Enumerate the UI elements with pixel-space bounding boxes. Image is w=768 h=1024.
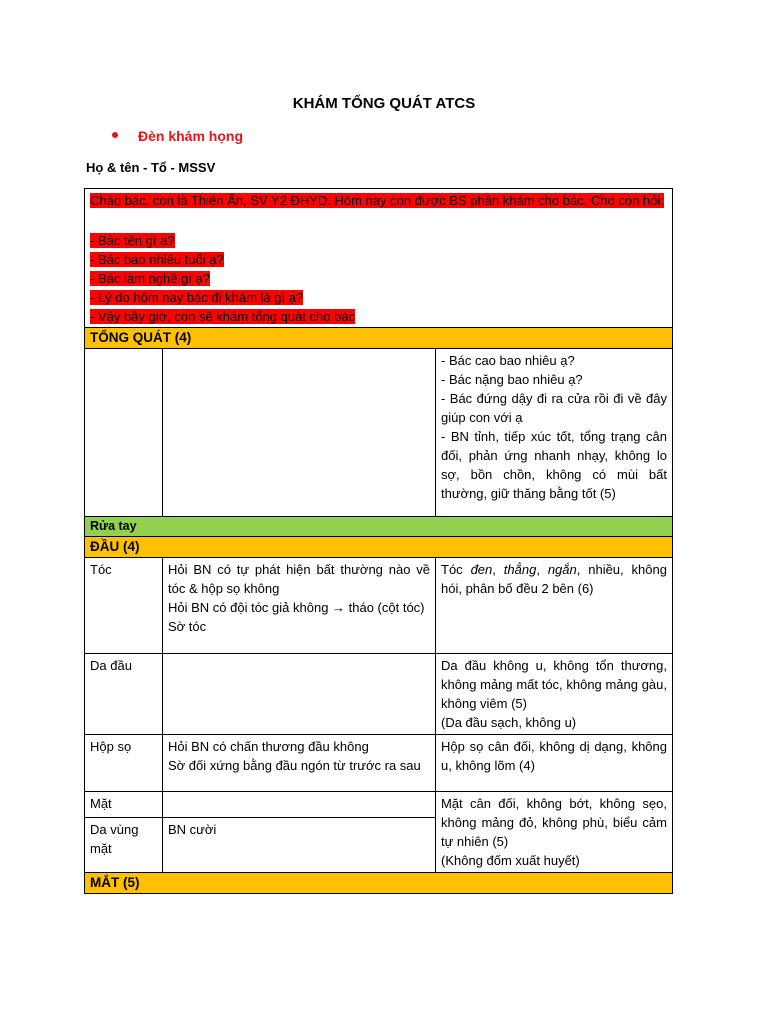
cell-mat-findings xyxy=(436,792,673,873)
text-line: Hỏi BN có chấn thương đầu không xyxy=(168,739,369,754)
section-header-dau: ĐẦU (4) xyxy=(85,537,673,558)
cell-middle-empty xyxy=(163,349,436,517)
cell-label-da-vung-mat: Da vùng mặt xyxy=(85,817,163,872)
table-row-mat xyxy=(85,792,673,818)
cell-label-da-dau: Da đầu xyxy=(85,654,163,735)
text-line: Hỏi BN có đội tóc giả không → tháo (cột tóc) xyxy=(168,600,425,615)
section-row-dau xyxy=(85,537,673,558)
text-line: - Bác nặng bao nhiêu ạ? xyxy=(441,372,583,387)
text-span: , xyxy=(536,562,548,577)
intro-question: - Bác bao nhiêu tuổi ạ? xyxy=(90,252,224,267)
intro-question: - Lý do hôm nay bác đi khám là gì ạ? xyxy=(90,290,304,305)
text-line: (Da đầu sạch, không u) xyxy=(441,715,577,730)
cell-toc-actions xyxy=(163,558,436,654)
student-info-line: Họ & tên - Tổ - MSSV xyxy=(86,160,216,175)
text-span: , xyxy=(492,562,504,577)
italic-text: thẳng xyxy=(503,562,537,577)
text-span: Tóc xyxy=(441,562,471,577)
section-header-tong-quat: TỔNG QUÁT (4) xyxy=(85,328,673,349)
text-line: Da đầu không u, không tổn thương, không mảng mất tóc, không mảng gàu, không viêm (5) xyxy=(441,658,667,711)
cell-da-dau-findings xyxy=(436,654,673,735)
table-row-tong-quat xyxy=(85,349,673,517)
exam-table xyxy=(84,188,673,894)
cell-middle-empty xyxy=(163,792,436,818)
text-line: - Bác đứng dậy đi ra cửa rồi đi về đây giúp con với ạ xyxy=(441,391,667,425)
cell-label-empty xyxy=(85,349,163,517)
bullet-text: Đèn khám họng xyxy=(138,128,244,144)
cell-middle-empty xyxy=(163,654,436,735)
cell-hop-so-findings: Hộp sọ cân đối, không dị dạng, không u, không lõm (4) xyxy=(436,735,673,792)
table-row-da-dau xyxy=(85,654,673,735)
cell-label-mat: Mặt xyxy=(85,792,163,818)
document-title: KHÁM TỔNG QUÁT ATCS xyxy=(292,95,476,112)
text-span: , nhiều, không hói, phân bố đều 2 bên (6) xyxy=(441,562,667,596)
text-line: (Không đốm xuất huyết) xyxy=(441,853,580,868)
text-line: Mặt cân đối, không bớt, không sẹo, không mảng đỏ, không phù, biểu cảm tự nhiên (5) xyxy=(441,796,667,849)
text-line: Sờ đối xứng bằng đầu ngón từ trước ra sau xyxy=(168,758,421,773)
intro-cell xyxy=(85,189,673,328)
italic-text: đen xyxy=(470,562,493,577)
text-line: - Bác cao bao nhiêu ạ? xyxy=(441,353,575,368)
text-line: - BN tỉnh, tiếp xúc tốt, tổng trạng cân đối, phản ứng nhanh nhạy, không lo sợ, bồn chồn, không có mùi bất thường, giữ thăng bằng tốt (5) xyxy=(441,429,667,501)
section-row-rua-tay xyxy=(85,517,673,537)
section-header-mat: MẮT (5) xyxy=(85,873,673,894)
intro-question: - Bác làm nghề gì ạ? xyxy=(90,271,210,286)
italic-text: ngắn xyxy=(547,562,577,577)
cell-da-vung-mat-actions: BN cười xyxy=(163,817,436,872)
bullet-dot-icon xyxy=(112,132,118,138)
cell-label-hop-so: Hộp sọ xyxy=(85,735,163,792)
table-row-toc xyxy=(85,558,673,654)
intro-greeting: Chào bác, con là Thiên Ân, SV Y2 ĐHYD. Hôm nay con được BS phân khám cho bác. Cho con hỏi: xyxy=(90,193,664,208)
table-row-hop-so xyxy=(85,735,673,792)
section-row-tong-quat xyxy=(85,328,673,349)
intro-question: - Bác tên gì ạ? xyxy=(90,233,175,248)
text-line: Sờ tóc xyxy=(168,619,207,634)
cell-hop-so-actions xyxy=(163,735,436,792)
text-line: Hỏi BN có tự phát hiện bất thường nào về tóc & hộp sọ không xyxy=(168,562,430,596)
cell-label-toc: Tóc xyxy=(85,558,163,654)
section-row-mat xyxy=(85,873,673,894)
cell-tong-quat-findings xyxy=(436,349,673,517)
intro-closing: - Vậy bây giờ, con sẽ khám tổng quát cho bác xyxy=(90,309,356,324)
cell-toc-findings xyxy=(436,558,673,654)
intro-row xyxy=(85,189,673,328)
section-header-rua-tay: Rửa tay xyxy=(85,517,673,537)
bullet-item xyxy=(112,128,243,144)
